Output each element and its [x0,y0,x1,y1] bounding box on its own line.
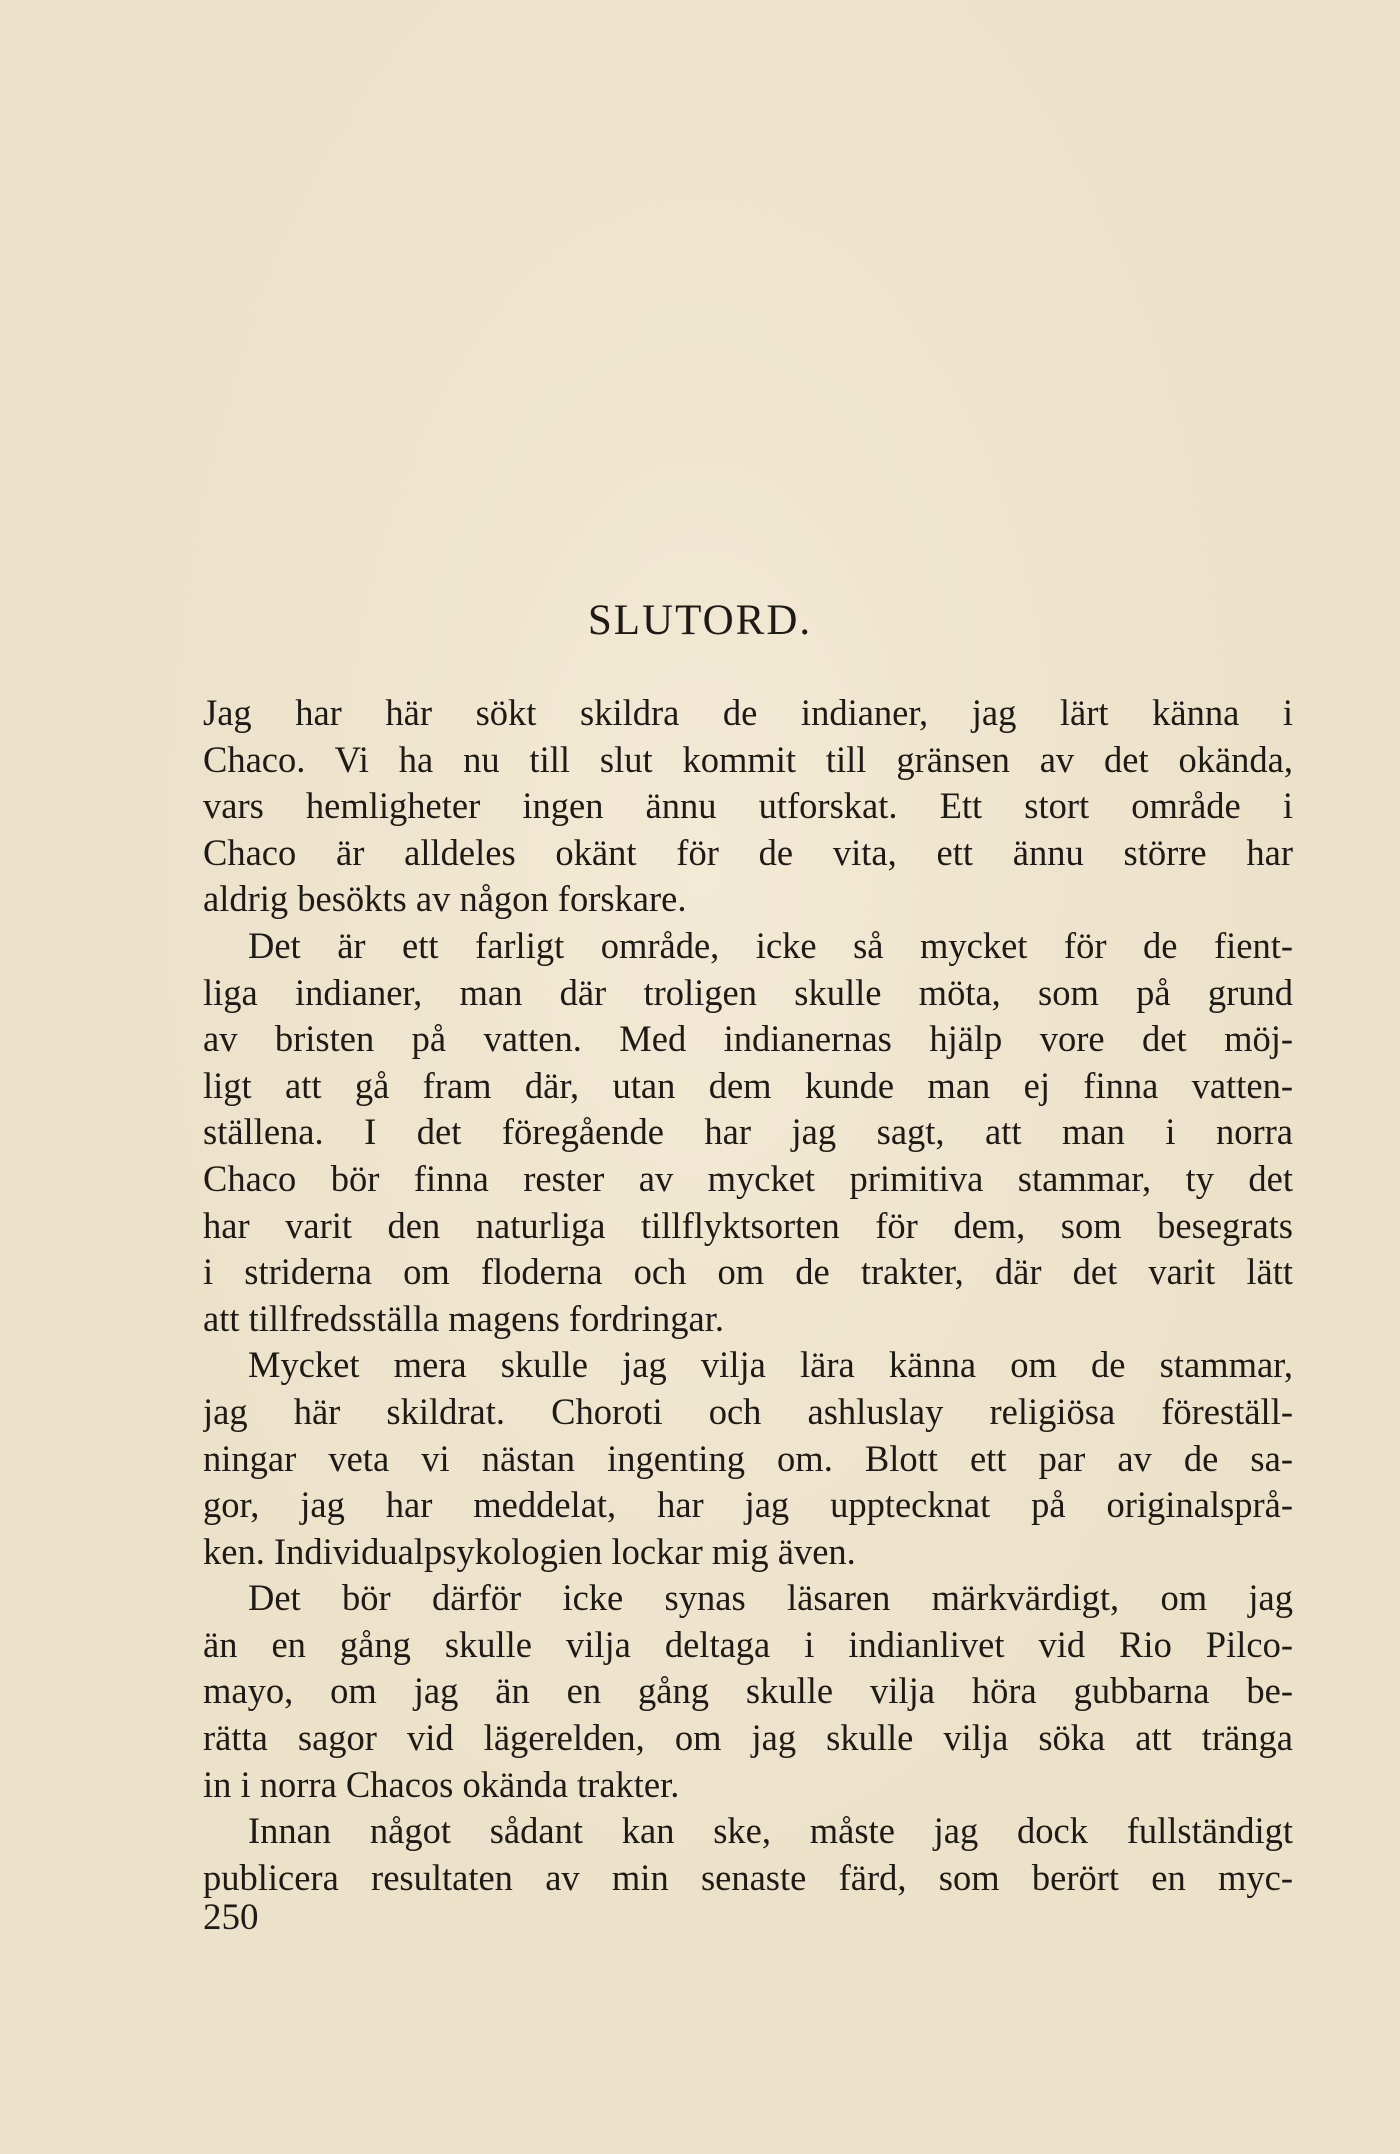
text-line: ligt att gå fram där, utan dem kunde man ej finna vatten- [203,1064,1293,1106]
text-line: Chaco. Vi ha nu till slut kommit till gränsen av det okända, [203,738,1293,780]
text-line: publicera resultaten av min senaste färd, som berört en myc- [203,1856,1293,1898]
text-line: Mycket mera skulle jag vilja lära känna om de stammar, [248,1344,1293,1386]
text-line: ken. Individualpsykologien lockar mig även. [203,1530,856,1572]
text-line: ställena. I det föregående har jag sagt, att man i norra [203,1111,1293,1153]
text-line: att tillfredsställa magens fordringar. [203,1297,724,1339]
text-line: mayo, om jag än en gång skulle vilja höra gubbarna be- [203,1670,1293,1712]
page-number: 250 [203,1897,259,1938]
text-line: har varit den naturliga tillflyktsorten för dem, som besegrats [203,1204,1293,1246]
text-line: av bristen på vatten. Med indianernas hjälp vore det möj- [203,1018,1293,1060]
text-line: Chaco bör finna rester av mycket primitiva stammar, ty det [203,1157,1293,1199]
text-line: Det är ett farligt område, icke så mycket för de fient- [248,924,1293,966]
text-line: Jag har här sökt skildra de indianer, jag lärt känna i [203,692,1293,733]
chapter-heading: SLUTORD. [587,597,813,644]
text-line: in i norra Chacos okända trakter. [203,1763,680,1805]
text-line: i striderna om floderna och om de trakter, där det varit lätt [203,1251,1293,1293]
text-line: Chaco är alldeles okänt för de vita, ett ännu större har [203,831,1293,873]
text-line: liga indianer, man där troligen skulle möta, som på grund [203,971,1293,1013]
text-line: Det bör därför icke synas läsaren märkvärdigt, om jag [248,1577,1293,1619]
text-line: vars hemligheter ingen ännu utforskat. Ett stort område i [203,785,1293,827]
text-line: Innan något sådant kan ske, måste jag dock fullständigt [248,1810,1293,1852]
body-text [203,690,1293,1901]
text-line: jag här skildrat. Choroti och ashluslay religiösa föreställ- [203,1390,1293,1432]
text-line: rätta sagor vid lägerelden, om jag skulle vilja söka att tränga [203,1717,1293,1759]
text-line: ningar veta vi nästan ingenting om. Blott ett par av de sa- [203,1437,1293,1479]
text-line: aldrig besökts av någon forskare. [203,878,687,920]
text-line: gor, jag har meddelat, har jag upptecknat på originalsprå- [203,1484,1293,1526]
text-line: än en gång skulle vilja deltaga i indianlivet vid Rio Pilco- [203,1623,1293,1665]
